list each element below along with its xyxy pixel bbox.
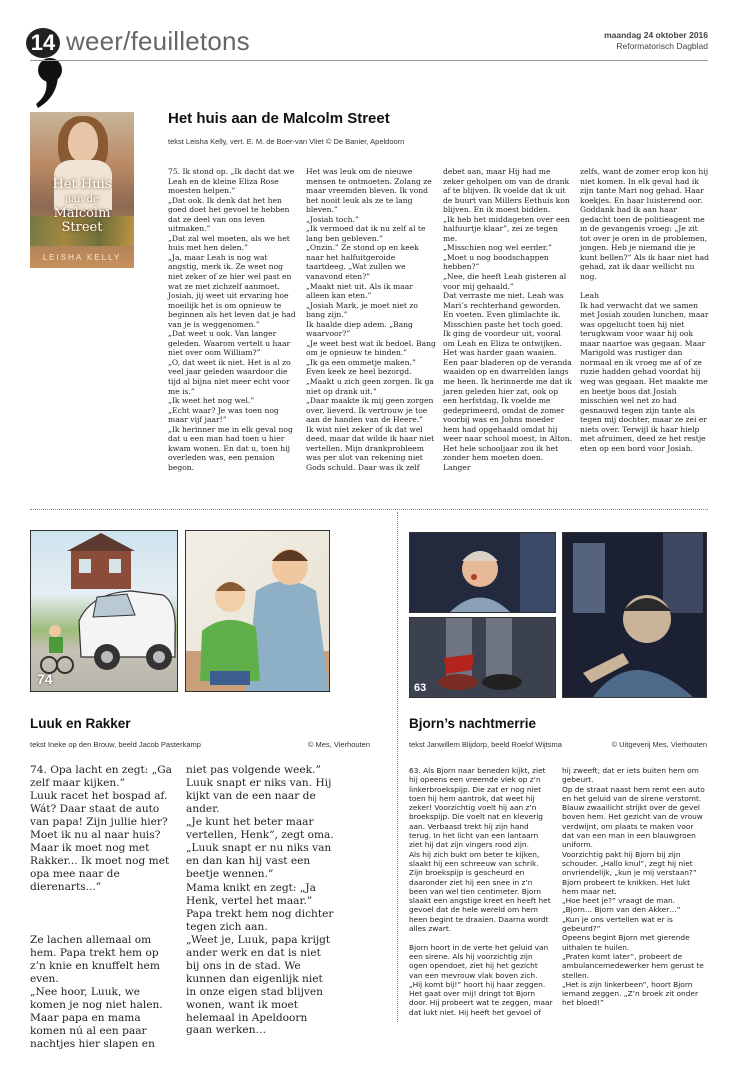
book-cover-title: Het Huis aan de Malcolm Street — [52, 177, 112, 235]
luuk-panel-number: 74 — [37, 671, 53, 687]
column-divider — [397, 512, 398, 1022]
luuk-column-2b: Mama knikt en zegt: „Ja Henk, vertel het maar.” Papa trekt hem nog dichter tegen zich aan. „Weet je, Luuk, papa krijgt ander werk en dat is niet bij ons in de stad. We kunnen dan eigenlijk niet in onze eigen stad blijven wonen, want ik moet helemaal in Apeldoorn gaan werken… — [186, 882, 334, 1037]
luuk-column-1: 74. Opa lacht en zegt: „Ga zelf maar kijken.” Luuk racet het bospad af. Wát? Daar staat de auto van papa! Zijn jullie hier? Moet ik nu al naar huis? Maar ik moet nog met Rakker... Ik moet nog met opa mee naar de dierenarts...” — [30, 764, 173, 893]
luuk-credit: tekst Ineke op den Brouw, beeld Jacob Pasterkamp © Mes, Vierhouten — [30, 740, 370, 749]
luuk-comic-panel-2 — [185, 530, 330, 692]
luuk-comic-panel-1 — [30, 530, 178, 692]
bjorn-comic-panel-1 — [409, 532, 556, 613]
bjorn-comic-panel-3 — [562, 532, 707, 698]
feuilleton-column-2: Het was leuk om de nieuwe mensen te ontmoeten. Zolang ze maar vreemden bleven. Ik vond het nooit leuk als ze te lang bleven.” „Josiah toch.” „Ik vermoed dat ik nu zelf al te lang ben gebleven.” „Onzin.” Ze stond op en keek naar het halfuitgeroide taartdeeg. „Wat zullen we vanavond eten?” „Maakt niet uit. Als ik maar alleen kan eten.” „Josiah Mark, je moet niet zo bang zijn.” Ik haalde diep adem. „Bang waarvoor?” „Je weet best wat ik bedoel. Bang om je opnieuw te binden.” „Ik ga een ommetje maken.” Even keek ze heel bezorgd. „Maakt u zich geen zorgen. Ik ga niet op drank uit.” „Daar maakte ik mij geen zorgen over, lieverd. Ik vertrouw je toe aan de handen van de Heere.” Ik wist niet zeker of ik dat wel deed, maar dat wilde ik haar niet vertellen. Mijn drankprobleem was per slot van rekening niet Gods schuld. Daar was ik zelf — [306, 167, 436, 472]
luuk-column-1b: Ze lachen allemaal om hem. Papa trekt hem op z’n knie en knuffelt hem even. „Nee hoor, Luuk, we komen je nog niet halen. Maar papa en mama komen nú al een paar nachtjes hier slapen en — [30, 934, 163, 1050]
section-divider — [30, 509, 708, 510]
bjorn-panel-number: 63 — [414, 682, 427, 694]
feuilleton-column-3: debet aan, maar Hij had me zeker geholpen om van de drank af te blijven. Ik voelde dat ik uit de buurt van Millers Eethuis kon blijven. En ik moest bidden. „Ik heb het middageten over een halfuurtje klaar”, zei ze tegen me. „Misschien nog wel eerder.” „Moet u nog boodschappen hebben?” „Nee, die heeft Leah gisteren al voor mij gehaald.” Dat verraste me niet. Leah was Mari’s rechterhand geworden. En voeten. Even glimlachte ik. Misschien paste het toch goed. Ik ging de voordeur uit, vooral om Leah en Eliza te ontwijken. Het was harder gaan waaien. Een paar bladeren op de veranda waaiden op en dwarrelden langs me heen. Ik herinnerde me dat ik jaren geleden hier zat, ook op een herfstdag. Ik voelde me gedeprimeerd, omdat de zomer voorbij was en Johns moeder hem had opgehaald omdat hij weer naar school moest, in Alton. Het hele schooljaar zou ik het zonder hem moeten doen. Langer — [443, 167, 573, 472]
header-rule — [30, 60, 708, 61]
book-cover — [30, 112, 134, 268]
bjorn-column-1: 63. Als Bjorn naar beneden kijkt, ziet hij opeens een vreemde vlek op z’n linkerbroekspijp. Die zat er nog niet toen hij hem aantrok, dat weet hij zeker! Voorzichtig voelt hij aan z’n broekspijp. Die voelt nat en kleverig aan. Verbaasd trekt hij zijn hand terug. In het licht van een lantaarn ziet hij dat zijn vingers rood zijn. Als hij zich bukt om beter te kijken, slaakt hij een schreeuw van schrik. Zijn broekspijp is gescheurd en daaronder ziet hij een snee in z’n been van wel tien centimeter. Bjorn slaakt een angstige kreet en heeft het gevoel dat de hele wereld om hem heen begint te draaien. Daarna wordt alles zwart. Bjorn hoort in de verte het geluid van een sirene. Als hij voorzichtig zijn ogen opendoet, ziet hij het gezicht van een mevrouw vlak boven zich. „Hij komt bij!” hoort hij haar zeggen. Het gaat over mij! dringt tot Bjorn door. Hij probeert wat te zeggen, maar dat lukt niet. Hij heeft het gevoel of — [409, 766, 553, 1017]
feuilleton-column-1: 75. Ik stond op. „Ik dacht dat we Leah en de kleine Eliza Rose moesten helpen.” „Dat ook. Ik denk dat het hen goed doet het gevoel te hebben dat ze deel van ons leven uitmaken.” „Dat zal wel moeten, als we het huis met hen delen.” „Ja, maar Leah is nog wat angstig, merk ik. Ze weet nog niet zeker of ze hier wel past en wat ze met zichzelf aanmoet. Josiah, jij weet uit ervaring hoe moeilijk het is om opnieuw te beginnen als het leven dat je had van je is weggenomen.” „Dat weet u ook. Van langer geleden. Waarom vertelt u haar niet over oom William?” „O, dat weet ik niet. Het is al zo veel jaar geleden waardoor die tijd al bijna niet meer echt voor me is.” „Ik weet het nog wel.” „Echt waar? Je was toen nog maar vijf jaar!” „Ik herinner me in elk geval nog dat u een man had toen u hier kwam wonen. En dat u, toen hij overleden was, een pension begon. — [168, 167, 296, 472]
feuilleton-title: Het huis aan de Malcolm Street — [168, 110, 390, 127]
publication-date: maandag 24 oktober 2016 — [604, 30, 708, 40]
section-title: weer/feuilletons — [66, 26, 250, 56]
luuk-copyright: © Mes, Vierhouten — [307, 740, 370, 749]
page-number: 14 — [26, 28, 60, 58]
publication-name: Reformatorisch Dagblad — [616, 41, 708, 51]
bjorn-comic-panel-2 — [409, 617, 556, 698]
bjorn-column-2: hij zweeft; dat er iets buiten hem om gebeurt. Op de straat naast hem remt een auto en het geluid van de sirene verstomt. Blauw zwaailicht strijkt over de gevel boven hem. Het gezicht van de vrouw verdwijnt, om plaats te maken voor dat van een man in een blauwgroen uniform. Voorzichtig pakt hij Bjorn bij zijn schouder. „Hallo knul”, zegt hij niet onvriendelijk, „kun je mij verstaan?” Bjorn probeert te knikken. Het lukt hem maar net. „Hoe heet je?” vraagt de man. „Bjorn… Bjorn van den Akker…” „Kun je ons vertellen wat er is gebeurd?” Opeens begint Bjorn met gierende uithalen te huilen. „Praten komt later”, probeert de ambulancemedewerker hem gerust te stellen. „Het is zijn linkerbeen”, hoort Bjorn iemand zeggen. „Z’n broek zit onder het bloed!” — [562, 766, 705, 1008]
bjorn-credit: tekst Janwillem Blijdorp, beeld Roelof Wijtsma © Uitgeverij Mes, Vierhouten — [409, 740, 707, 749]
bjorn-copyright: © Uitgeverij Mes, Vierhouten — [611, 740, 707, 749]
luuk-column-2: niet pas volgende week.” Luuk snapt er niks van. Hij kijkt van de een naar de ander. „Je kunt het beter maar vertellen, Henk”, zegt oma. „Luuk snapt er nu niks van en dan kan hij vast een beetje wennen.” — [186, 764, 334, 880]
dateline — [604, 30, 708, 52]
book-cover-author: LEISHA KELLY — [42, 253, 122, 262]
feuilleton-credit: tekst Leisha Kelly, vert. E. M. de Boer-van Vliet © De Banier, Apeldoorn — [168, 137, 405, 146]
feuilleton-column-4: zelfs, want de zomer erop kon hij niet komen. In elk geval had ik zijn tante Mari nog gehad. Haar koekjes. En haar luisterend oor. Goddank had ik aan haar gedacht toen de politieagent me in de gevangenis vroeg: „Je zit tot over je oren in de problemen, jongen. Heb je niemand die je kunt bellen?” Als ik haar niet had gehad, zat ik daar wellicht nu nog. Leah Ik had verwacht dat we samen met Josiah zouden lunchen, maar was opgelucht toen hij niet terugkwam voor waar hij ook maar naartoe was gegaan. Maar Marigold was rustiger dan normaal en ik vroeg me af of ze ruzie hadden gehad voordat hij weg was gegaan. Het maakte me en beetje boos dat Josiah misschien wel net zo had gesnauwd tegen zijn tante als tegen mij dochter, maar ze zei er niets over. Terwijl ik haar hielp met afruimen, deed ze het restje eten op een bord voor Josiah. — [580, 167, 710, 453]
bjorn-title: Bjorn’s nachtmerrie — [409, 716, 537, 731]
luuk-title: Luuk en Rakker — [30, 716, 131, 731]
